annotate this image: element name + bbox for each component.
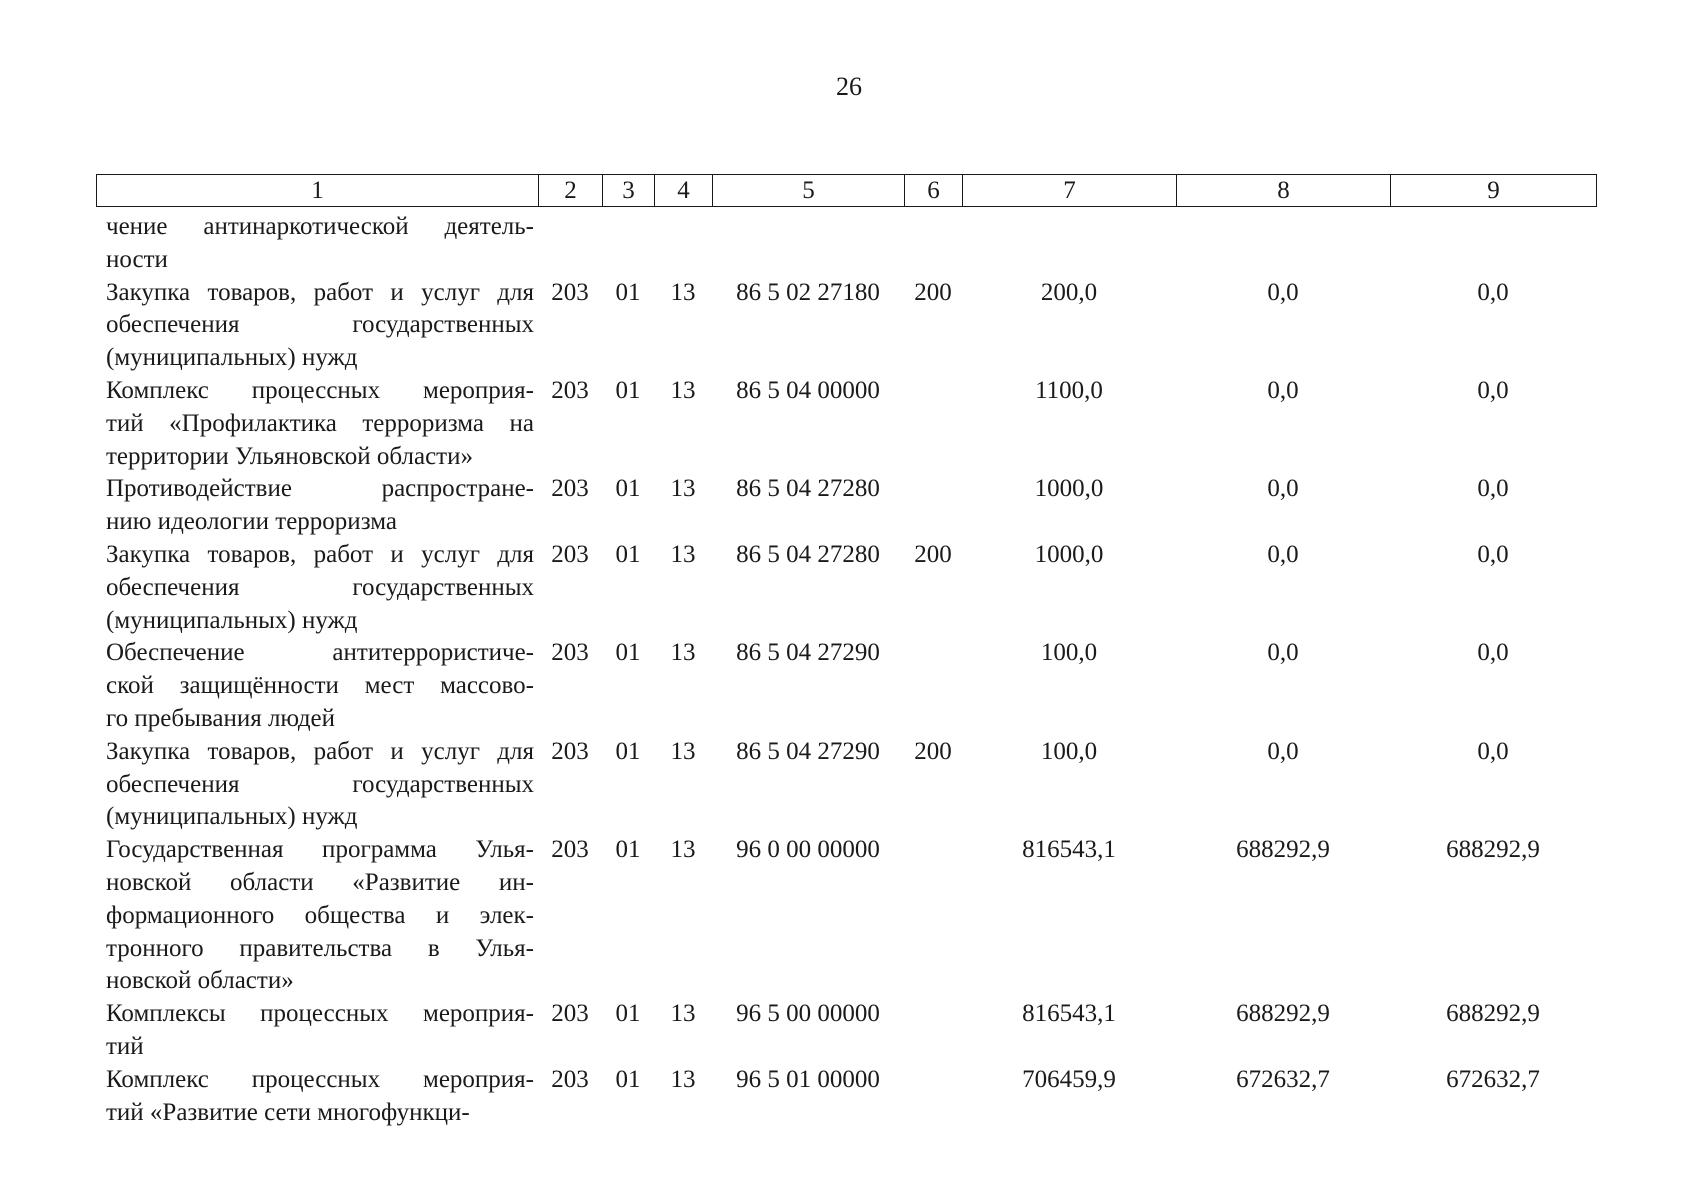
column-header-6: 6 [905,175,963,207]
row-cell-c6 [904,834,962,998]
row-cell-c3: 01 [615,639,641,667]
row-cell-c4: 13 [670,475,696,503]
row-cell-c8: 672632,7 [1236,1065,1330,1093]
row-cell-c2: 203 [551,639,589,667]
row-description [96,375,538,473]
row-cell-c7 [962,211,1176,277]
row-description [96,637,538,735]
row-description-line: территории Ульяновской области» [106,442,473,470]
row-cell-c3: 01 [615,278,641,306]
row-cell-c7: 816543,1 [1022,1000,1116,1028]
table-row [96,637,1596,735]
row-description [96,277,538,375]
row-cell-c3 [602,211,654,277]
row-cell-c2: 203 [551,376,589,404]
budget-table-body [96,211,1596,1129]
row-cell-c7: 706459,9 [1022,1065,1116,1093]
row-description-line: формационного общества и элек- [106,901,534,929]
column-header-table [96,174,1597,207]
row-cell-c5: 86 5 04 27290 [736,737,880,765]
row-cell-c4 [654,211,712,277]
row-description-line: Закупка товаров, работ и услуг для [106,278,534,306]
row-cell-c3: 01 [615,1065,641,1093]
row-cell-c3: 01 [615,475,641,503]
row-description-line: новской области» [106,967,294,995]
column-header-1: 1 [97,175,539,207]
row-cell-c7: 100,0 [1040,737,1098,765]
row-description-line: новской области «Развитие ин- [106,868,534,896]
row-cell-c9: 0,0 [1477,540,1509,568]
row-cell-c7: 1100,0 [1035,376,1103,404]
row-description-line: Закупка товаров, работ и услуг для [106,737,534,765]
row-description-line: (муниципальных) нужд [106,606,358,634]
row-cell-c2: 203 [551,278,589,306]
row-description-line: обеспечения государственных [106,311,534,339]
row-description-line: Противодействие распростране- [106,475,534,503]
row-description-line: го пребывания людей [106,704,336,732]
row-cell-c4: 13 [670,1000,696,1028]
row-cell-c6 [904,375,962,473]
row-description-line: тий [106,1032,144,1060]
table-row [96,277,1596,375]
row-cell-c3: 01 [615,540,641,568]
table-row [96,375,1596,473]
row-description [96,1064,538,1130]
row-cell-c8: 0,0 [1267,278,1299,306]
row-cell-c3: 01 [615,836,641,864]
row-description-line: Обеспечение антитеррористиче- [106,639,534,667]
row-cell-c8: 0,0 [1267,737,1299,765]
row-cell-c8: 0,0 [1267,376,1299,404]
row-cell-c5: 86 5 04 27280 [736,540,880,568]
table-row [96,473,1596,539]
row-description-line: Комплекс процессных мероприя- [106,376,534,404]
row-cell-c5: 96 5 01 00000 [736,1065,880,1093]
column-header-4: 4 [655,175,713,207]
row-cell-c9: 672632,7 [1446,1065,1540,1093]
row-description-line: нию идеологии терроризма [106,508,397,536]
row-description-line: тронного правительства в Улья- [106,934,534,962]
row-description [96,473,538,539]
row-cell-c6 [904,211,962,277]
row-cell-c4: 13 [670,1065,696,1093]
column-header-3: 3 [603,175,655,207]
row-cell-c4: 13 [670,836,696,864]
row-cell-c5: 96 5 00 00000 [736,1000,880,1028]
row-cell-c6 [904,998,962,1064]
row-cell-c4: 13 [670,540,696,568]
row-cell-c6: 200 [914,540,952,568]
row-cell-c5: 86 5 02 27180 [736,278,880,306]
row-description-line: (муниципальных) нужд [106,803,358,831]
row-description-line: Государственная программа Улья- [106,836,534,864]
row-cell-c6 [904,637,962,735]
row-description [96,211,538,277]
row-cell-c8: 0,0 [1267,540,1299,568]
row-description-line: тий «Профилактика терроризма на [106,409,534,437]
row-cell-c8: 688292,9 [1236,1000,1330,1028]
row-cell-c9: 688292,9 [1446,1000,1540,1028]
table-row [96,998,1596,1064]
row-cell-c7: 1000,0 [1034,540,1104,568]
row-cell-c3: 01 [615,737,641,765]
row-cell-c4: 13 [670,737,696,765]
column-header-row [97,175,1597,207]
row-cell-c2: 203 [551,836,589,864]
row-cell-c2: 203 [551,1065,589,1093]
row-cell-c6 [904,1064,962,1130]
row-cell-c5: 86 5 04 00000 [736,376,880,404]
row-description-line: Комплексы процессных мероприя- [106,1000,534,1028]
row-cell-c7: 1000,0 [1034,475,1104,503]
row-cell-c2 [538,211,602,277]
row-description [96,834,538,998]
row-cell-c8 [1176,211,1390,277]
table-row [96,539,1596,637]
row-cell-c4: 13 [670,376,696,404]
row-description [96,736,538,834]
row-cell-c9: 0,0 [1477,475,1509,503]
row-cell-c6 [904,473,962,539]
row-description-line: тий «Развитие сети многофункци- [106,1098,470,1126]
row-cell-c9: 0,0 [1477,639,1509,667]
row-description [96,539,538,637]
column-header-8: 8 [1177,175,1391,207]
column-header-7: 7 [963,175,1177,207]
row-cell-c6: 200 [914,278,952,306]
row-cell-c9: 0,0 [1477,278,1509,306]
column-header-2: 2 [539,175,603,207]
row-cell-c5 [712,211,904,277]
row-cell-c4: 13 [670,639,696,667]
row-cell-c7: 200,0 [1040,278,1098,306]
row-cell-c8: 0,0 [1267,475,1299,503]
row-cell-c7: 100,0 [1040,639,1098,667]
table-row [96,834,1596,998]
row-description-line: чение антинаркотической деятель- [106,213,534,240]
table-row [96,736,1596,834]
column-header-9: 9 [1391,175,1597,207]
row-cell-c9 [1390,211,1596,277]
row-cell-c5: 96 0 00 00000 [736,836,880,864]
row-cell-c9: 0,0 [1477,737,1509,765]
row-description-line: ности [106,245,168,273]
column-header-5: 5 [713,175,905,207]
row-cell-c9: 688292,9 [1446,836,1540,864]
row-cell-c3: 01 [615,1000,641,1028]
row-description-line: обеспечения государственных [106,770,534,798]
page-number: 26 [836,72,862,101]
row-cell-c3: 01 [615,376,641,404]
row-cell-c2: 203 [551,475,589,503]
table-row [96,211,1596,277]
row-cell-c8: 688292,9 [1236,836,1330,864]
row-description-line: ской защищённости мест массово- [106,672,534,700]
row-description-line: Закупка товаров, работ и услуг для [106,540,534,568]
row-description [96,998,538,1064]
row-cell-c4: 13 [670,278,696,306]
row-cell-c8: 0,0 [1267,639,1299,667]
row-cell-c5: 86 5 04 27280 [736,475,880,503]
row-description-line: Комплекс процессных мероприя- [106,1065,534,1093]
row-cell-c9: 0,0 [1477,376,1509,404]
row-cell-c2: 203 [551,540,589,568]
table-row [96,1064,1596,1130]
row-cell-c2: 203 [551,737,589,765]
row-description-line: обеспечения государственных [106,573,534,601]
row-description-line: (муниципальных) нужд [106,344,358,372]
row-cell-c5: 86 5 04 27290 [736,639,880,667]
row-cell-c2: 203 [551,1000,589,1028]
row-cell-c6: 200 [914,737,952,765]
row-cell-c7: 816543,1 [1022,836,1116,864]
